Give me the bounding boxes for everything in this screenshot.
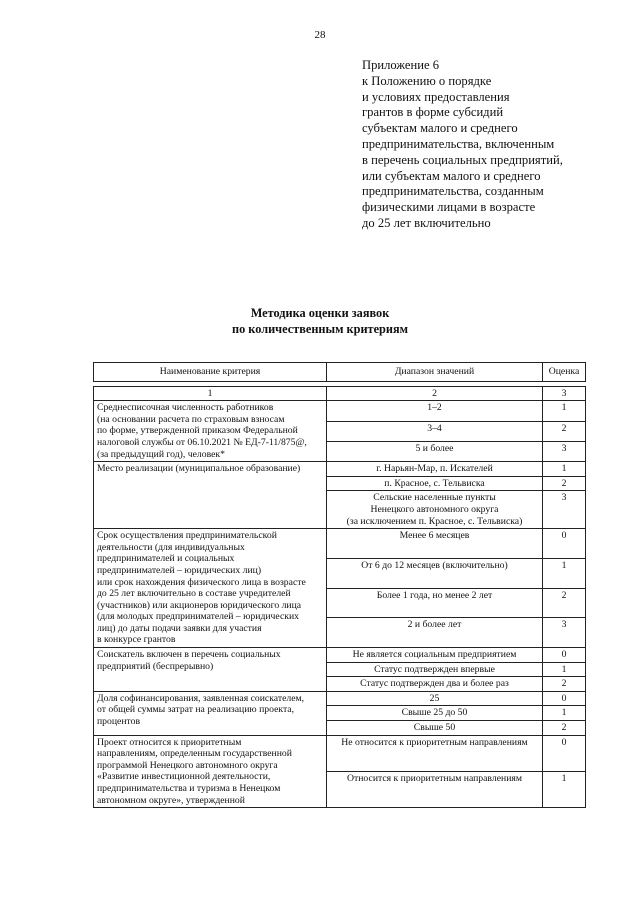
criterion-name: [94, 648, 327, 692]
criterion-name-line: автономном округе», утвержденной: [97, 794, 245, 806]
criterion-name-line: (на основании расчета по страховым взносам: [97, 413, 285, 425]
criterion-name-line: направлениям, определенным государственной: [97, 748, 292, 760]
range-value-line: (за исключением п. Красное, с. Тельвиска): [346, 515, 523, 527]
score-value: 1: [543, 401, 586, 421]
score-value: 1: [543, 662, 586, 677]
score-value: 0: [543, 648, 586, 663]
appendix-block: [362, 58, 612, 232]
column-number: 2: [327, 386, 543, 401]
score-value: 2: [543, 721, 586, 736]
range-value: [327, 491, 543, 529]
appendix-line: Приложение 6: [362, 58, 440, 72]
criterion-name-line: налоговой службы от 06.10.2021 № ЕД-7-11/875@,: [97, 436, 307, 448]
table-row: [94, 529, 586, 559]
range-value: Свыше 25 до 50: [327, 706, 543, 721]
criterion-name: [94, 529, 327, 648]
appendix-line: к Положению о порядке: [362, 73, 492, 88]
range-value: Более 1 года, но менее 2 лет: [327, 588, 543, 618]
appendix-line: до 25 лет включительно: [362, 215, 491, 230]
header-range: Диапазон значений: [327, 363, 543, 382]
criterion-name-line: от общей суммы затрат на реализацию проекта,: [97, 704, 295, 716]
appendix-line: и условиях предоставления: [362, 89, 510, 104]
title-line-2: по количественным критериям: [231, 322, 409, 336]
criterion-name-line: процентов: [97, 716, 141, 728]
score-value: 1: [543, 706, 586, 721]
score-value: 0: [543, 529, 586, 559]
criterion-name: [94, 691, 327, 735]
range-value: Менее 6 месяцев: [327, 529, 543, 559]
criterion-name-line: (за предыдущий год), человек*: [97, 448, 225, 460]
document-title: [0, 305, 640, 337]
appendix-line: или субъектам малого и среднего: [362, 168, 541, 183]
header-criterion: Наименование критерия: [94, 363, 327, 382]
header-score: Оценка: [543, 363, 586, 382]
page-number: 28: [314, 29, 326, 41]
range-value: п. Красное, с. Тельвиска: [327, 476, 543, 491]
criterion-name: [94, 735, 327, 808]
table-row: [94, 691, 586, 706]
score-value: 3: [543, 491, 586, 529]
range-value: 1–2: [327, 401, 543, 421]
criterion-name-line: деятельности (для индивидуальных: [97, 541, 245, 553]
appendix-line: предпринимательства, включенным: [362, 136, 555, 151]
score-value: 2: [543, 476, 586, 491]
criterion-name-line: Соискатель включен в перечень социальных: [97, 649, 281, 661]
criterion-name-line: (для молодых предпринимателей – юридических: [97, 611, 300, 623]
table-row: [94, 462, 586, 477]
table-row: [94, 401, 586, 421]
criterion-name-line: по форме, утвержденной приказом Федеральной: [97, 425, 298, 437]
criterion-name-line: программой Ненецкого автономного округа: [97, 759, 278, 771]
criterion-name-line: или срок нахождения физического лица в возрасте: [97, 576, 306, 588]
score-value: 1: [543, 771, 586, 807]
criterion-name-line: предпринимательства и туризма в Ненецком: [97, 783, 281, 794]
criterion-name-line: Место реализации (муниципальное образование): [97, 463, 301, 475]
criterion-name: [94, 462, 327, 529]
criterion-name-line: Срок осуществления предпринимательской: [97, 530, 277, 542]
score-value: 2: [543, 421, 586, 441]
score-value: 0: [543, 735, 586, 771]
table-row: [94, 648, 586, 663]
criterion-name-line: в конкурсе грантов: [97, 634, 176, 646]
range-value: Свыше 50: [327, 721, 543, 736]
appendix-line: физическими лицами в возрасте: [362, 200, 536, 215]
range-value-line: Ненецкого автономного округа: [370, 503, 499, 515]
range-value: 2 и более лет: [327, 618, 543, 648]
criterion-name-line: (участников) или акционеров юридического лица: [97, 599, 302, 611]
criterion-name-line: предприятий (беспрерывно): [97, 660, 214, 672]
score-value: 0: [543, 691, 586, 706]
column-numbers-row: [94, 386, 586, 401]
score-value: 2: [543, 677, 586, 692]
table-row: [94, 735, 586, 771]
table-header-row: [94, 363, 586, 382]
score-value: 2: [543, 588, 586, 618]
column-number: 1: [94, 386, 327, 401]
criteria-body: [94, 386, 586, 808]
criterion-name-line: предпринимателей – юридических лиц): [97, 564, 262, 576]
range-value-line: Сельские населенные пункты: [373, 492, 496, 504]
range-value: От 6 до 12 месяцев (включительно): [327, 558, 543, 588]
range-value: Статус подтвержден два и более раз: [327, 677, 543, 692]
criterion-name-line: Проект относится к приоритетным: [97, 736, 242, 748]
appendix-line: субъектам малого и среднего: [362, 121, 518, 136]
range-value: 25: [327, 691, 543, 706]
criterion-name-line: «Развитие инвестиционной деятельности,: [97, 771, 271, 783]
range-value: 3–4: [327, 421, 543, 441]
criterion-name: [94, 401, 327, 462]
title-line-1: Методика оценки заявок: [250, 306, 390, 320]
score-value: 1: [543, 462, 586, 477]
range-value: Не относится к приоритетным направлениям: [327, 735, 543, 771]
column-number: 3: [543, 386, 586, 401]
criterion-name-line: лиц) до даты подачи заявки для участия: [97, 622, 262, 634]
criteria-table: [93, 362, 586, 808]
range-value: Не является социальным предприятием: [327, 648, 543, 663]
criterion-name-line: до 25 лет включительно в составе учредителей: [97, 588, 291, 600]
range-value: г. Нарьян-Мар, п. Искателей: [327, 462, 543, 477]
score-value: 1: [543, 558, 586, 588]
range-value: Статус подтвержден впервые: [327, 662, 543, 677]
appendix-line: грантов в форме субсидий: [362, 105, 504, 120]
criterion-name-line: Доля софинансирования, заявленная соискателем,: [97, 692, 305, 704]
appendix-line: в перечень социальных предприятий,: [362, 152, 563, 167]
appendix-line: предпринимательства, созданным: [362, 184, 544, 199]
criterion-name-line: Среднесписочная численность работников: [97, 402, 274, 414]
range-value: Относится к приоритетным направлениям: [327, 771, 543, 807]
criterion-name-line: предпринимателей и социальных: [97, 553, 235, 565]
range-value: 5 и более: [327, 441, 543, 461]
score-value: 3: [543, 618, 586, 648]
score-value: 3: [543, 441, 586, 461]
